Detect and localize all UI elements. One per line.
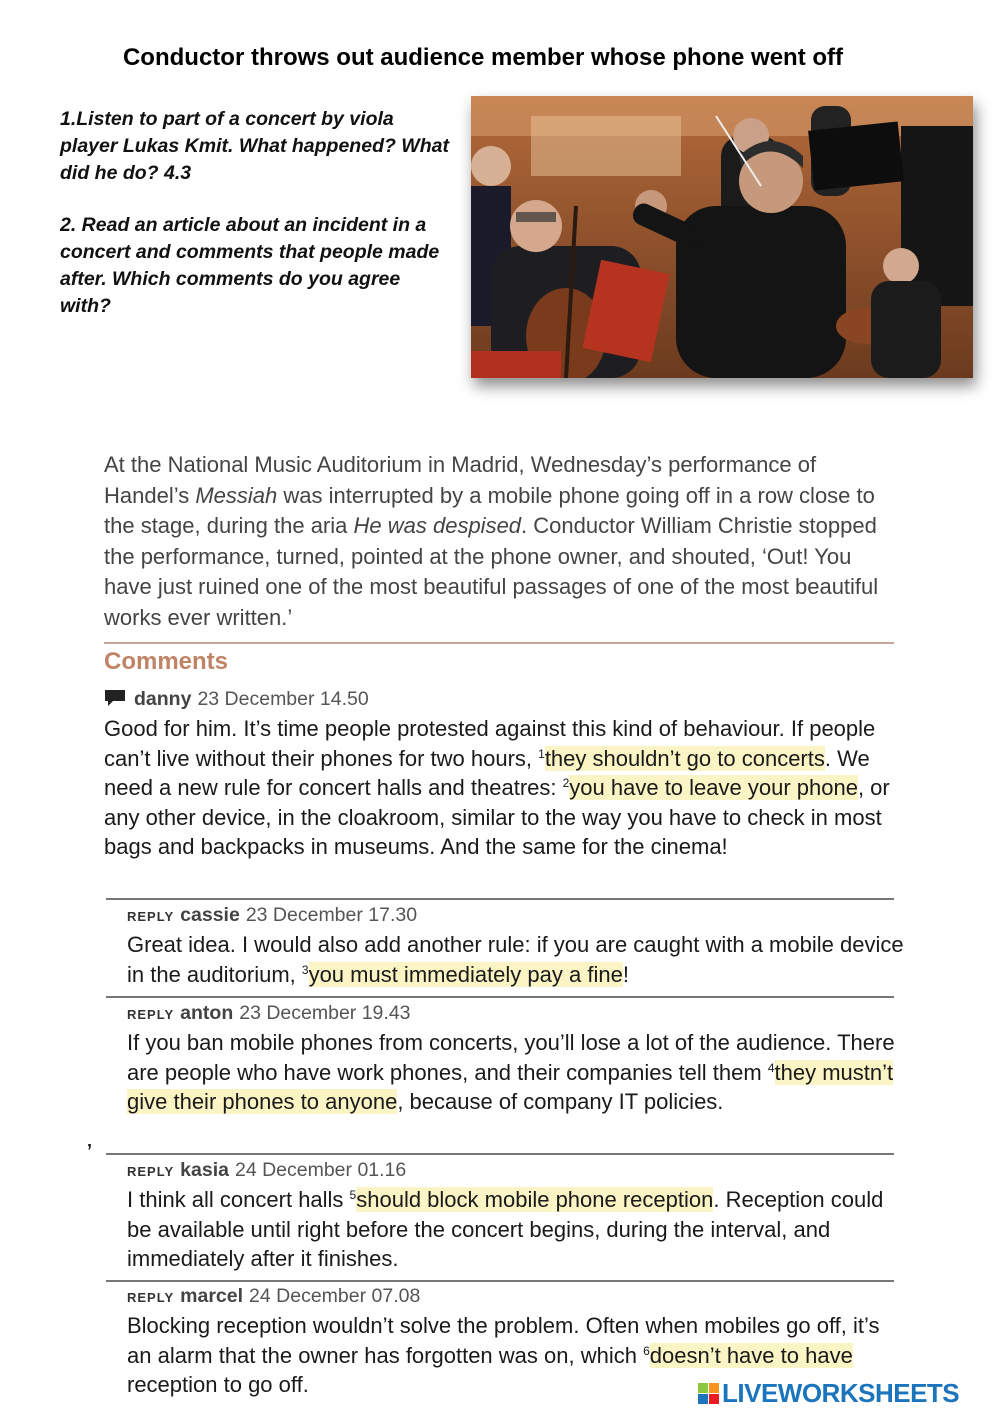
- divider: [106, 898, 894, 900]
- worksheet-title: Conductor throws out audience member whose phone went off: [122, 44, 844, 71]
- task-instructions: [60, 106, 455, 345]
- highlighted-phrase: you have to leave your phone: [569, 775, 858, 800]
- divider: [106, 1280, 894, 1282]
- gap-number: 5: [349, 1188, 357, 1202]
- comment-text: [127, 930, 907, 989]
- highlighted-phrase: doesn’t have to have: [649, 1342, 853, 1368]
- comment-user: danny: [134, 688, 192, 710]
- comment-user: marcel: [180, 1285, 244, 1307]
- article-text: [104, 450, 904, 633]
- aria-title: He was despised: [353, 513, 522, 538]
- highlighted-phrase: they shouldn’t go to concerts: [544, 745, 825, 771]
- reply-label: REPLY: [127, 1007, 175, 1022]
- comment-danny: [104, 686, 904, 862]
- gap-number: 6: [643, 1343, 650, 1358]
- comment-part: !: [622, 961, 629, 987]
- comment-part: I think all concert halls: [127, 1187, 350, 1212]
- comment-meta: [127, 1157, 907, 1185]
- comment-date: 23 December 19.43: [239, 1002, 411, 1024]
- orchestra-photo: [471, 96, 973, 378]
- comment-part: , because of company IT policies.: [397, 1089, 724, 1114]
- liveworksheets-watermark: [698, 1376, 959, 1410]
- comment-date: 24 December 01.16: [234, 1159, 407, 1181]
- reply-label: REPLY: [127, 1164, 175, 1179]
- highlighted-phrase: you must immediately pay a fine: [308, 961, 623, 987]
- stray-mark: ’: [87, 1141, 93, 1161]
- reply-label: REPLY: [127, 909, 175, 924]
- speech-bubble-icon: [104, 688, 126, 714]
- task-1: 1.Listen to part of a concert by viola player Lukas Kmit. What happened? What did he do? 4.3: [60, 108, 449, 184]
- comment-date: 24 December 07.08: [249, 1285, 421, 1307]
- comment-part: reception to go off.: [127, 1372, 309, 1397]
- comment-part: Blocking reception wouldn’t solve the problem. Often when mobiles go off, it’s an alarm that the owner has forgotten was on, which: [127, 1313, 880, 1368]
- comment-text: [104, 714, 904, 862]
- reply-cassie: [127, 902, 907, 989]
- article-part: At the National Music Auditorium in Madrid, Wednesday’s performance of Handel’s: [104, 452, 817, 508]
- comment-part: Good for him. It’s time people protested against this kind of behaviour. If people can’t live without their phones for two hours,: [104, 716, 876, 771]
- news-article: [104, 450, 904, 633]
- work-title: Messiah: [195, 482, 278, 508]
- reply-anton: [127, 1000, 907, 1117]
- gap-number: 2: [562, 776, 570, 790]
- comment-meta: [127, 1283, 907, 1311]
- divider: [106, 1153, 894, 1155]
- comment-date: 23 December 17.30: [245, 904, 418, 926]
- gap-number: 1: [538, 746, 545, 761]
- reply-kasia: [127, 1157, 907, 1274]
- divider: [104, 642, 894, 644]
- article-part: . Conductor William Christie stopped the performance, turned, pointed at the phone owner, and shouted, ‘Out! You have just ruined one of the most beautiful passages of one of the most beautiful works ever written.’: [104, 513, 879, 630]
- gap-number: 3: [301, 962, 309, 977]
- task-2: 2. Read an article about an incident in a concert and comments that people made after. Which comments do you agree with?: [60, 214, 440, 317]
- comment-meta: [127, 902, 907, 930]
- reply-label: REPLY: [127, 1290, 175, 1305]
- comment-user: kasia: [180, 1159, 229, 1181]
- comment-part: . Reception could be available until right before the concert begins, during the interval, and immediately after it finishes.: [127, 1187, 884, 1271]
- divider: [106, 996, 894, 998]
- comment-part: . We need a new rule for concert halls and theatres:: [104, 745, 870, 800]
- comment-text: [127, 1185, 907, 1274]
- comment-part: If you ban mobile phones from concerts, you’ll lose a lot of the audience. There are people who have work phones, and their companies tell them: [127, 1030, 895, 1085]
- comment-date: 23 December 14.50: [197, 688, 369, 710]
- comment-user: cassie: [180, 904, 240, 926]
- comment-text: [127, 1028, 907, 1117]
- article-part: was interrupted by a mobile phone going off in a row close to the stage, during the aria: [104, 482, 875, 538]
- comment-user: anton: [180, 1002, 234, 1024]
- comment-meta: [104, 686, 904, 714]
- watermark-text: LIVEWORKSHEETS: [722, 1377, 960, 1408]
- comment-part: Great idea. I would also add another rule: if you are caught with a mobile device in the auditorium,: [127, 932, 904, 987]
- liveworksheets-logo-icon: [698, 1383, 719, 1404]
- gap-number: 4: [767, 1060, 775, 1075]
- comments-heading: Comments: [104, 648, 229, 675]
- orchestra-illustration: [471, 96, 973, 378]
- comment-part: , or any other device, in the cloakroom, similar to the way you have to check in most bags and backpacks in museums. And the same for the cinema!: [104, 775, 890, 859]
- highlighted-phrase: should block mobile phone reception: [356, 1187, 714, 1212]
- comment-meta: [127, 1000, 907, 1028]
- highlighted-phrase: they mustn’t give their phones to anyone: [127, 1059, 894, 1114]
